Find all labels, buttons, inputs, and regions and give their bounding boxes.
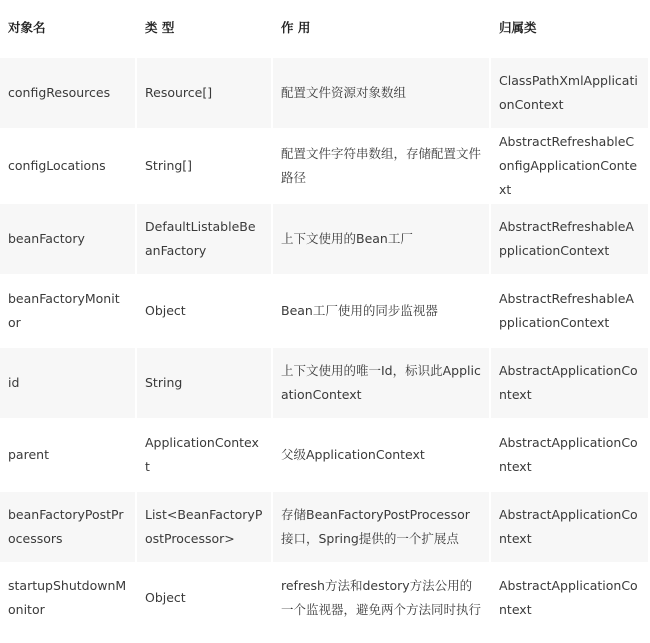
cell-type: String — [137, 348, 273, 420]
table-row — [0, 348, 650, 420]
cell-owner-class: AbstractApplicationContext — [491, 564, 650, 634]
cell-purpose: refresh方法和destory方法公用的一个监视器，避免两个方法同时执行 — [273, 564, 491, 634]
cell-object-name: configResources — [0, 58, 137, 130]
cell-purpose: 上下文使用的唯一Id，标识此ApplicationContext — [273, 348, 491, 420]
header-purpose: 作 用 — [273, 0, 491, 58]
cell-type: String[] — [137, 130, 273, 204]
cell-owner-class: AbstractRefreshableConfigApplicationContext — [491, 130, 650, 204]
cell-owner-class: ClassPathXmlApplicationContext — [491, 58, 650, 130]
cell-purpose: 父级ApplicationContext — [273, 420, 491, 492]
cell-type: ApplicationContext — [137, 420, 273, 492]
cell-purpose: 上下文使用的Bean工厂 — [273, 204, 491, 276]
cell-object-name: parent — [0, 420, 137, 492]
cell-object-name: startupShutdownMonitor — [0, 564, 137, 634]
table-row — [0, 420, 650, 492]
table-row — [0, 276, 650, 348]
cell-object-name: beanFactory — [0, 204, 137, 276]
table-row — [0, 58, 650, 130]
table-row — [0, 564, 650, 634]
table-row — [0, 204, 650, 276]
header-object-name: 对象名 — [0, 0, 137, 58]
header-type: 类 型 — [137, 0, 273, 58]
cell-type: Object — [137, 564, 273, 634]
table-row — [0, 492, 650, 564]
cell-purpose: 存储BeanFactoryPostProcessor接口，Spring提供的一个扩展点 — [273, 492, 491, 564]
cell-owner-class: AbstractRefreshableApplicationContext — [491, 204, 650, 276]
cell-purpose: 配置文件字符串数组，存储配置文件路径 — [273, 130, 491, 204]
cell-object-name: beanFactoryPostProcessors — [0, 492, 137, 564]
cell-owner-class: AbstractApplicationContext — [491, 420, 650, 492]
cell-owner-class: AbstractRefreshableApplicationContext — [491, 276, 650, 348]
cell-object-name: id — [0, 348, 137, 420]
cell-type: DefaultListableBeanFactory — [137, 204, 273, 276]
cell-owner-class: AbstractApplicationContext — [491, 492, 650, 564]
cell-purpose: 配置文件资源对象数组 — [273, 58, 491, 130]
header-owner-class: 归属类 — [491, 0, 650, 58]
cell-object-name: configLocations — [0, 130, 137, 204]
header-row — [0, 0, 650, 58]
table-row — [0, 130, 650, 204]
cell-type: List<BeanFactoryPostProcessor> — [137, 492, 273, 564]
cell-type: Resource[] — [137, 58, 273, 130]
cell-type: Object — [137, 276, 273, 348]
cell-purpose: Bean工厂使用的同步监视器 — [273, 276, 491, 348]
cell-owner-class: AbstractApplicationContext — [491, 348, 650, 420]
cell-object-name: beanFactoryMonitor — [0, 276, 137, 348]
